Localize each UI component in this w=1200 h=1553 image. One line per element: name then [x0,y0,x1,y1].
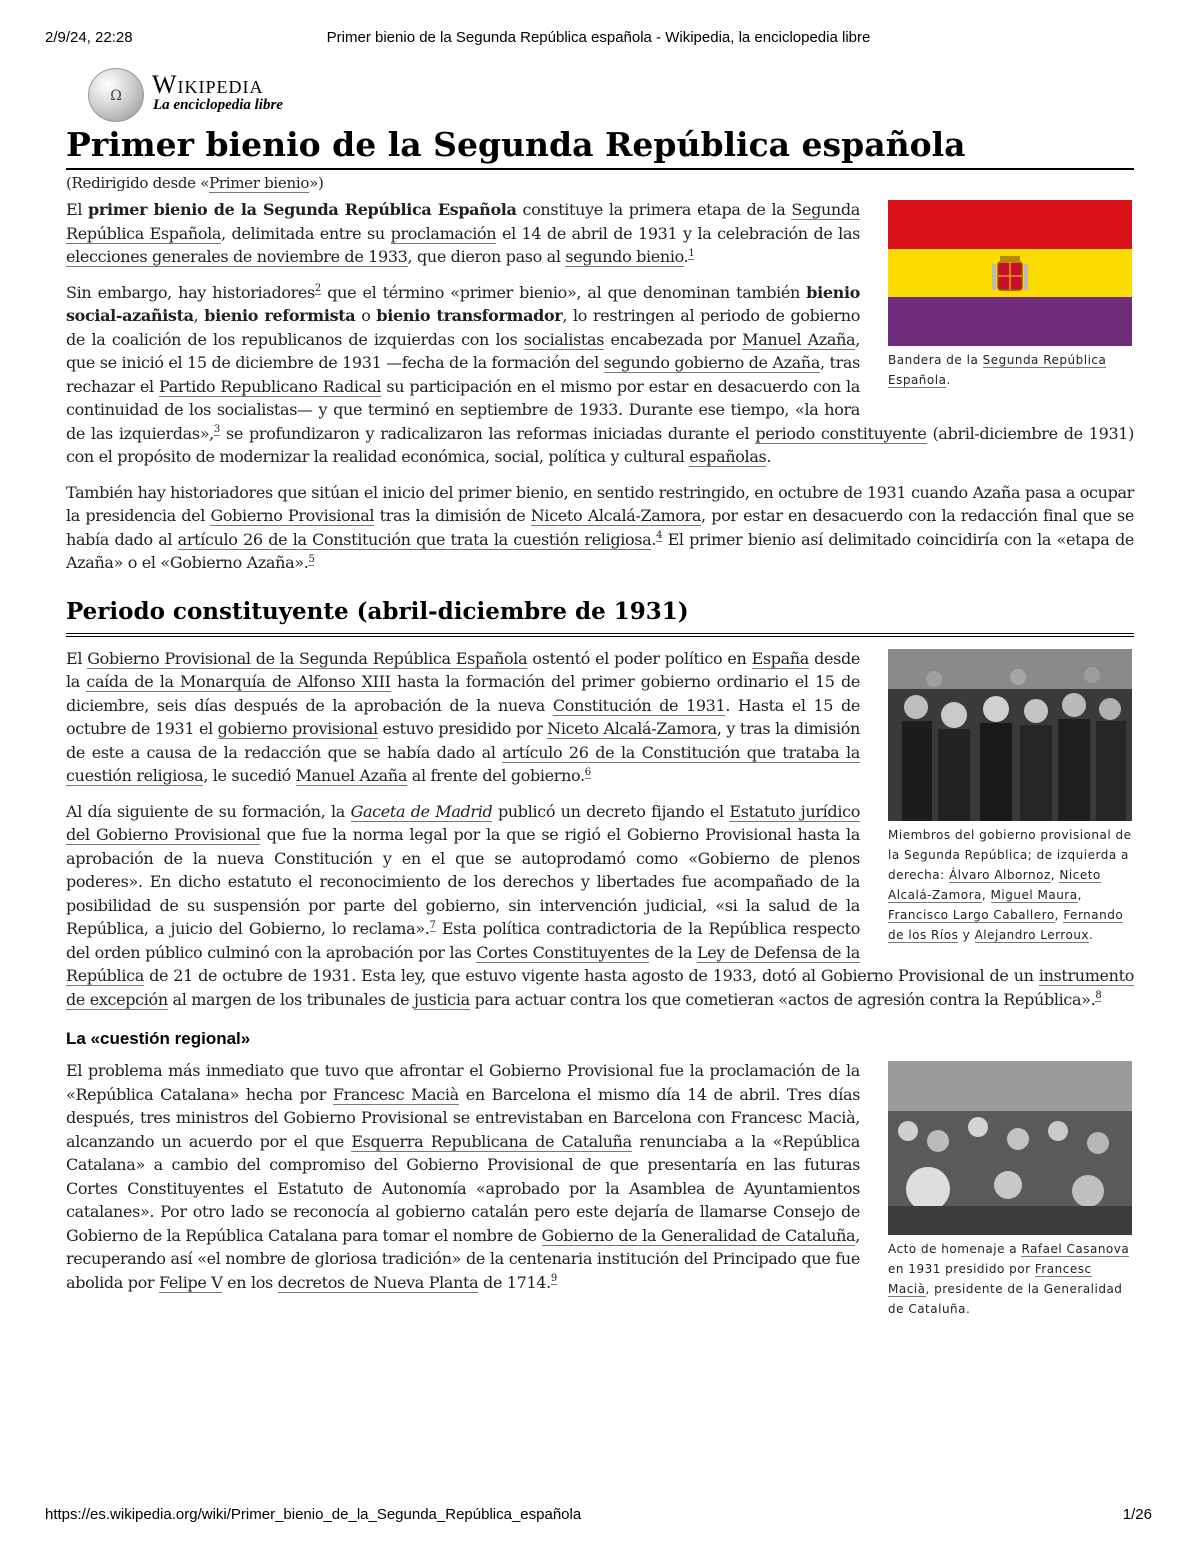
link[interactable]: Gobierno Provisional de la Segunda República Española [87,648,528,668]
link[interactable]: Cortes Constituyentes [476,942,650,962]
print-page-title: Primer bienio de la Segunda República española - Wikipedia, la enciclopedia libre [326,29,871,46]
section-heading-periodo-constituyente: Periodo constituyente (abril-diciembre de 1931) [66,597,1134,637]
republic-flag-image[interactable] [888,200,1132,346]
wikipedia-logo[interactable] [88,68,348,122]
wikipedia-globe-icon: Ω [88,68,144,122]
government-photo-caption: Miembros del gobierno provisional de la Segunda República; de izquierda a derecha: Álvaro Albornoz, Niceto Alcalá-Zamora, Miguel Maura, Francisco Largo Caballero, Fernando de los Ríos y Alejandro Lerroux. [888,827,1132,942]
caption-link[interactable]: Rafael Casanova [1021,1242,1130,1256]
link[interactable]: caída de la Monarquía de Alfonso XIII [86,672,391,691]
link[interactable]: segundo bienio [565,247,684,266]
homage-photo-caption: Acto de homenaje a Rafael Casanova en 1931 presidido por Francesc Macià, presidente de la Generalidad de Cataluña. [888,1242,1130,1316]
print-header [45,29,1152,49]
link[interactable]: instrumento de excepción [66,966,1134,1009]
link[interactable]: segundo gobierno de Azaña [603,353,821,372]
link[interactable]: Partido Republicano Radical [159,376,382,396]
wikipedia-tagline: La enciclopedia libre [153,97,283,113]
link[interactable]: periodo constituyente [755,423,927,443]
link[interactable]: gobierno provisional [217,719,378,738]
link[interactable]: Gobierno Provisional [210,506,375,525]
reference-link[interactable]: 1 [688,247,695,259]
reference-link[interactable]: 2 [314,283,321,295]
flag-caption: Bandera de la Segunda República Española. [888,353,1107,387]
link[interactable]: proclamación [390,223,497,243]
link[interactable]: decretos de Nueva Planta [277,1272,479,1292]
caption-link[interactable]: Álvaro Albornoz [948,867,1051,882]
link[interactable]: Esquerra Republicana de Cataluña [351,1131,632,1151]
flag-purple-band [888,297,1132,346]
link[interactable]: Ley de Defensa de la República [66,942,860,985]
intro-paragraph-2: Sin embargo, hay historiadores$^2$ que el término «primer bienio», al que denominan también bienio social-azañista, bienio reformista o bienio transformador, lo restringen al periodo de gobierno de la coalición de los republicanos de izquierdas con los socialistas encabezada por Manuel Azaña, que se inició el 15 de diciembre de 1931 —fecha de la formación del segundo gobierno de Azaña, tras rechazar el Partido Republicano Radical su participación en el mismo por estar en desacuerdo con la continuidad de los socialistas— y que terminó en septiembre de 1933. Durante ese tiempo, «la hora de las izquierdas»,$^3$ se profundizaron y radicalizaron las reformas iniciadas durante el periodo constituyente (abril-diciembre de 1931) con el propósito de modernizar la realidad económica, social, política y cultural españolas. [66,282,1134,466]
link[interactable]: elecciones generales de noviembre de 1933 [66,247,408,266]
homage-photo-thumbnail [888,1061,1134,1319]
caption-link[interactable]: Francesc Macià [888,1262,1092,1296]
reference-link[interactable]: 8 [1095,990,1102,1002]
link[interactable]: Felipe V [158,1272,223,1292]
intro-paragraph-3: También hay historiadores que sitúan el inicio del primer bienio, en sentido restringido, en octubre de 1931 cuando Azaña pasa a ocupar la presidencia del Gobierno Provisional tras la dimisión de Niceto Alcalá-Zamora, por estar en desacuerdo con la redacción final que se había dado al artículo 26 de la Constitución que trata la cuestión religiosa.$^4$ El primer bienio así delimitado coincidiría con la «etapa de Azaña» o el «Gobierno Azaña».$^5$ [66,482,1134,572]
government-photo-thumbnail [888,649,1134,945]
caption-link[interactable]: Alejandro Lerroux [974,927,1090,942]
government-group-photo[interactable] [888,649,1132,821]
link[interactable]: España [751,648,809,668]
intro-paragraph-1: El primer bienio de la Segunda República Española constituye la primera etapa de la Segunda República Española, delimitada entre su proclamación el 14 de abril de 1931 y la celebración de las elecciones generales de noviembre de 1933, que dieron paso al segundo bienio.$^1$ [66,200,860,266]
section1-paragraph-2: Al día siguiente de su formación, la Gaceta de Madrid publicó un decreto fijando el Estatuto jurídico del Gobierno Provisional que fue la norma legal por la que se rigió el Gobierno Provisional hasta la aprobación de la nueva Constitución y en el que se autoprodamó como «Gobierno de plenos poderes». En dicho estatuto el reconocimiento de los derechos y libertades fue acompañado de la posibilidad de su suspensión por parte del gobierno, sin intervención judicial, «si la salud de la República, a juicio del Gobierno, lo reclama».$^7$ Esta política contradictoria de la República respecto del orden público culminó con la aprobación por las Cortes Constituyentes de la Ley de Defensa de la República de 21 de octubre de 1931. Esta ley, que estuvo vigente hasta agosto de 1933, dotó al Gobierno Provisional de un instrumento de excepción al margen de los tribunales de justicia para actuar contra los que cometieran «actos de agresión contra la República».$^8$ [66,801,1134,1009]
caption-link[interactable]: Segunda República Española [888,353,1107,387]
reference-link[interactable]: 5 [308,553,315,565]
link[interactable]: artículo 26 de la Constitución que trata la cuestión religiosa [177,529,652,549]
link[interactable]: Segunda República Española [66,200,860,243]
homage-crowd-photo[interactable] [888,1061,1132,1235]
print-footer [45,1506,1152,1526]
redirect-note: (Redirigido desde «Primer bienio») [66,174,324,192]
reference-link[interactable]: 9 [550,1273,557,1285]
link[interactable]: Manuel Azaña [742,329,856,349]
link[interactable]: Manuel Azaña [295,766,408,785]
link[interactable]: Estatuto jurídico del Gobierno Provisional [66,801,860,844]
subsection-paragraph-1: El problema más inmediato que tuvo que afrontar el Gobierno Provisional fue la proclamación de la «República Catalana» hecha por Francesc Macià en Barcelona el mismo día 14 de abril. Tres días después, tres ministros del Gobierno Provisional se entrevistaban en Barcelona con Francesc Macià, alcanzando un acuerdo por el que Esquerra Republicana de Cataluña renunciaba a la «República Catalana» a cambio del compromiso del Gobierno Provisional de que presentaría en las futuras Cortes Constituyentes el Estatuto de Autonomía «aprobado por la Asamblea de Ayuntamientos catalanes». Por otro lado se reconocía al gobierno catalán pero este dejaría de llamarse Consejo de Gobierno de la República Catalana para tomar el nombre de Gobierno de la Generalidad de Cataluña, recuperando así «el nombre de gloriosa tradición» de la centenaria institución del Principado que fue abolida por Felipe V en los decretos de Nueva Planta de 1714.$^9$ [66,1061,861,1292]
link[interactable]: Francesc Macià [332,1084,459,1104]
reference-link[interactable]: 4 [656,530,663,542]
caption-link[interactable]: Fernando de los Ríos [888,907,1124,942]
caption-link[interactable]: Niceto Alcalá-Zamora [888,867,1101,902]
link[interactable]: Gaceta de Madrid [350,801,493,821]
caption-link[interactable]: Francisco Largo Caballero [888,907,1055,922]
link[interactable]: españolas [689,447,767,466]
flag-red-band [888,200,1132,249]
print-datetime: 2/9/24, 22:28 [45,29,133,46]
caption-link[interactable]: Miguel Maura [990,887,1078,902]
link[interactable]: artículo 26 de la Constitución que trataba la cuestión religiosa [66,742,860,785]
redirect-link[interactable]: Primer bienio [209,174,310,192]
reference-link[interactable]: 7 [429,919,436,931]
link[interactable]: Niceto Alcalá-Zamora [547,719,717,738]
article-content [66,124,1134,1329]
link[interactable]: socialistas [523,329,605,349]
link[interactable]: Niceto Alcalá-Zamora [530,506,702,525]
link[interactable]: justicia [413,989,470,1009]
reference-link[interactable]: 3 [213,424,220,436]
reference-link[interactable]: 6 [584,766,591,778]
print-url: https://es.wikipedia.org/wiki/Primer_bienio_de_la_Segunda_República_española [45,1506,582,1523]
print-page-count: 1/26 [1122,1506,1152,1523]
subsection-heading-cuestion-regional: La «cuestión regional» [66,1029,251,1048]
link[interactable]: Gobierno de la Generalidad de Cataluña [541,1225,856,1245]
wikipedia-wordmark: Wikipedia [152,70,264,99]
link[interactable]: Constitución de 1931 [552,695,726,715]
page-title: Primer bienio de la Segunda República española [66,124,1134,170]
section1-paragraph-1: El Gobierno Provisional de la Segunda República Española ostentó el poder político en España desde la caída de la Monarquía de Alfonso XIII hasta la formación del primer gobierno ordinario el 15 de diciembre, seis días después de la aprobación de la nueva Constitución de 1931. Hasta el 15 de octubre de 1931 el gobierno provisional estuvo presidido por Niceto Alcalá-Zamora, y tras la dimisión de este a causa de la redacción que se había dado al artículo 26 de la Constitución que trataba la cuestión religiosa, le sucedió Manuel Azaña al frente del gobierno.$^6$ [66,648,861,785]
flag-thumbnail [888,200,1134,390]
